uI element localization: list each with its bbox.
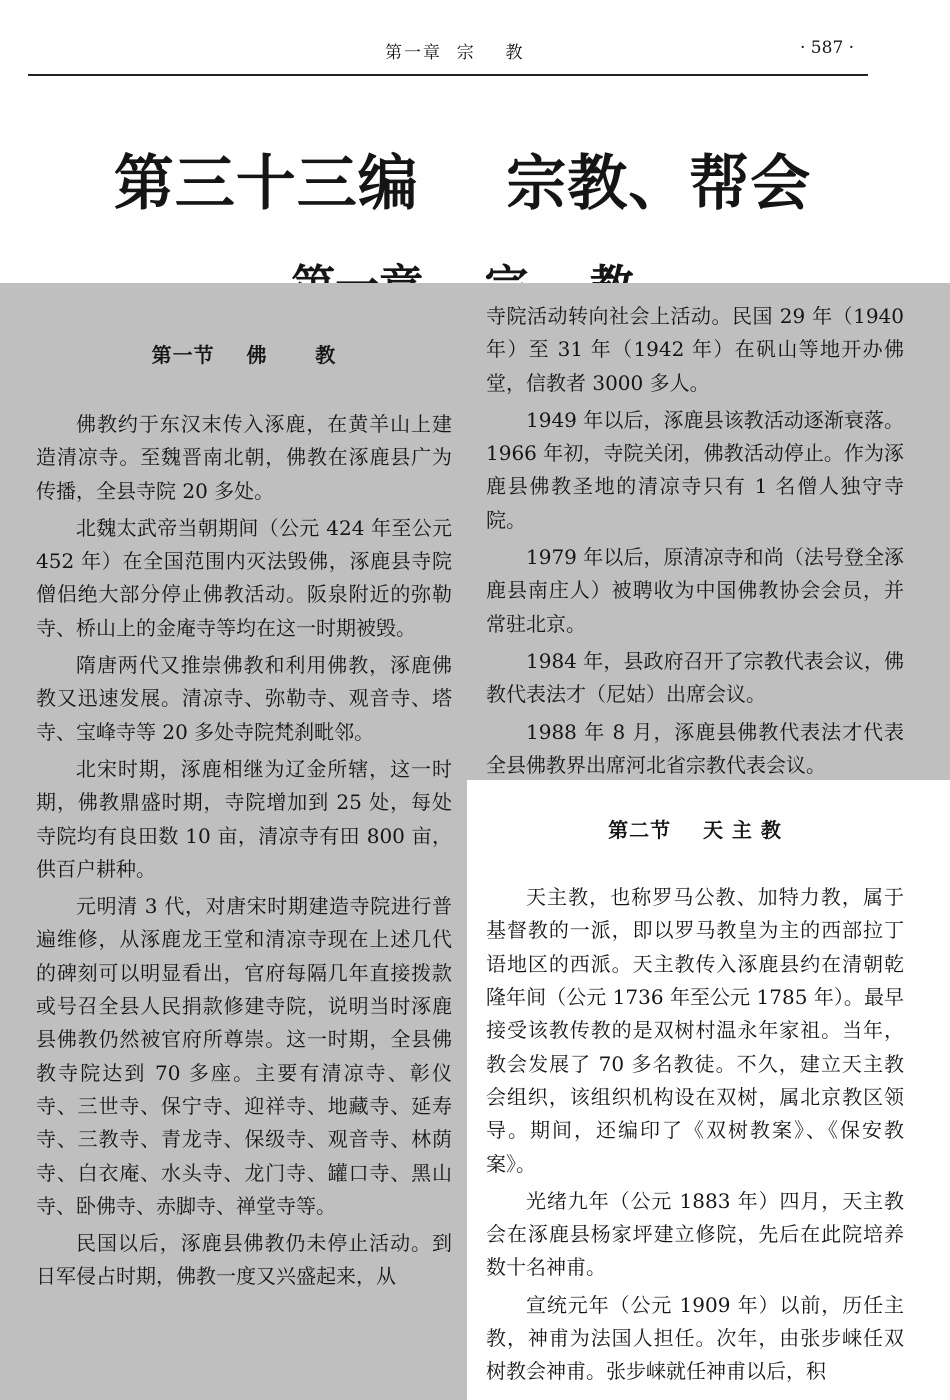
page-number: · 587 · — [800, 38, 855, 58]
paragraph: 北宋时期，涿鹿相继为辽金所辖，这一时期，佛教鼎盛时期，寺院增加到 25 处，每处寺院均有良田数 10 亩，清凉寺有田 800 亩，供百户耕种。 — [36, 756, 452, 881]
part-title: 第三十三编 宗教、帮会 — [113, 149, 812, 220]
paragraph: 光绪九年（公元 1883 年）四月，天主教会在涿鹿县杨家坪建立修院，先后在此院培养数十名神甫。 — [486, 1188, 904, 1280]
section-2-title: 第二节 天 主 教 — [608, 818, 782, 843]
paragraph: 1949 年以后，涿鹿县该教活动逐渐衰落。1966 年初，寺院关闭，佛教活动停止。作为涿鹿县佛教圣地的清凉寺只有 1 名僧人独守寺院。 — [486, 407, 904, 532]
section-1-title: 第一节 佛 教 — [151, 343, 337, 367]
paragraph: 隋唐两代又推崇佛教和利用佛教，涿鹿佛教又迅速发展。清凉寺、弥勒寺、观音寺、塔寺、宝峰寺等 20 多处寺院梵刹毗邻。 — [36, 653, 452, 744]
paragraph: 天主教，也称罗马公教、加特力教，属于基督教的一派，即以罗马教皇为主的西部拉丁语地区的西派。天主教传入涿鹿县约在清朝乾隆年间（公元 1736 年至公元 1785 年）。最早接受该教传教的是双树村温永年家祖。当年，教会发展了 70 多名教徒。不久，建立天主教会组织，该组织机构设在双树，属北京教区领导。期间，还编印了《双树教案》、《保安教案》。 — [486, 885, 904, 1176]
paragraph: 北魏太武帝当朝期间（公元 424 年至公元 452 年）在全国范围内灭法毁佛，涿鹿县寺院僧侣绝大部分停止佛教活动。阪泉附近的弥勒寺、桥山上的金庵寺等均在这一时期被毁。 — [36, 515, 452, 640]
paragraph: 民国以后，涿鹿县佛教仍未停止活动。到日军侵占时期，佛教一度又兴盛起来，从 — [36, 1231, 452, 1289]
paragraph: 宣统元年（公元 1909 年）以前，历任主教，神甫为法国人担任。次年，由张步崃任双树教会神甫。张步崃就任神甫以后，积 — [486, 1292, 904, 1384]
paragraph: 元明清 3 代，对唐宋时期建造寺院进行普遍维修，从涿鹿龙王堂和清凉寺现在上述几代的碑刻可以明显看出，官府每隔几年直接拨款或号召全县人民捐款修建寺院，说明当时涿鹿县佛教仍然被官府所尊崇。这一时期，全县佛教寺院达到 70 多座。主要有清凉寺、彰仪寺、三世寺、保宁寺、迎祥寺、地藏寺、延寿寺、三教寺、青龙寺、保级寺、观音寺、林荫寺、白衣庵、水头寺、龙门寺、罐口寺、黑山寺、卧佛寺、赤脚寺、禅堂寺等。 — [36, 894, 452, 1218]
running-head: 第一章 宗 教 — [385, 43, 525, 63]
paragraph: 1979 年以后，原清凉寺和尚（法号登全涿鹿县南庄人）被聘收为中国佛教协会会员，并常驻北京。 — [486, 545, 904, 636]
paragraph-continued: 寺院活动转向社会上活动。民国 29 年（1940 年）至 31 年（1942 年）在矾山等地开办佛堂，信教者 3000 多人。 — [486, 304, 904, 395]
left-column — [36, 285, 452, 1298]
header-rule — [28, 74, 868, 76]
paragraph: 佛教约于东汉末传入涿鹿，在黄羊山上建造清凉寺。至魏晋南北朝，佛教在涿鹿县广为传播，全县寺院 20 多处。 — [36, 412, 452, 503]
paragraph: 1988 年 8 月，涿鹿县佛教代表法才代表全县佛教界出席河北省宗教代表会议。 — [486, 719, 904, 777]
paragraph: 1984 年，县政府召开了宗教代表会议，佛教代表法才（尼姑）出席会议。 — [486, 648, 904, 707]
right-column — [486, 300, 904, 1393]
